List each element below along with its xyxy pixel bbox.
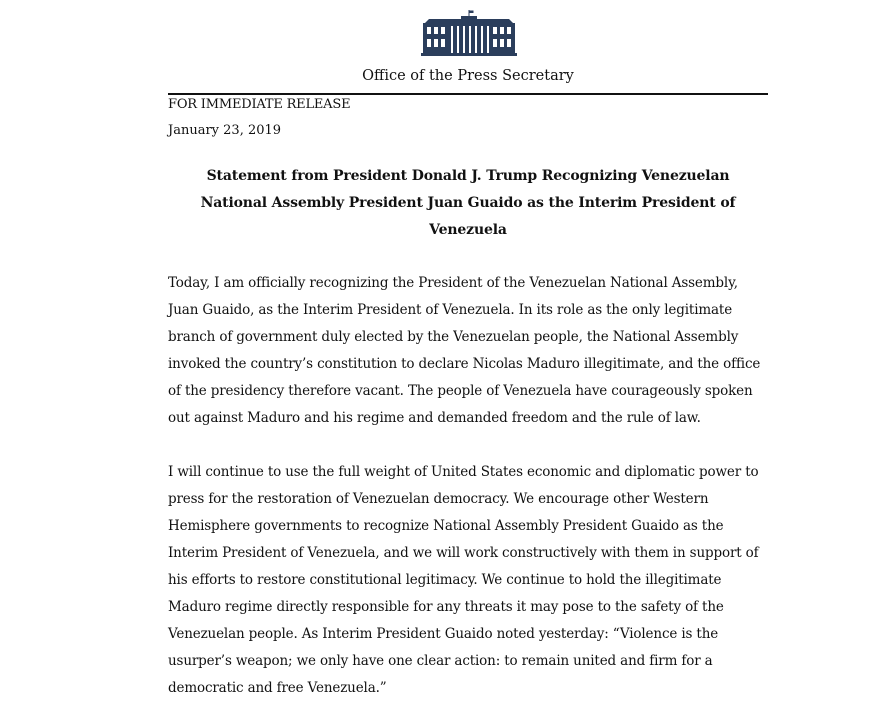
paragraph-line: his efforts to restore constitutional legitimacy. We continue to hold the illegitimate: [168, 572, 722, 588]
paragraph-line: invoked the country’s constitution to declare Nicolas Maduro illegitimate, and the office: [168, 356, 761, 372]
paragraph-line: of the presidency therefore vacant. The people of Venezuela have courageously spoken: [168, 383, 753, 399]
paragraph-line: Juan Guaido, as the Interim President of Venezuela. In its role as the only legitimate: [168, 302, 733, 318]
paragraph-line: out against Maduro and his regime and demanded freedom and the rule of law.: [168, 410, 701, 426]
title-line: Statement from President Donald J. Trump Recognizing Venezuelan: [206, 168, 730, 184]
paragraph-line: usurper’s weapon; we only have one clear action: to remain united and firm for a: [168, 653, 713, 669]
release-label: FOR IMMEDIATE RELEASE: [168, 97, 351, 112]
header-divider: [168, 93, 768, 95]
paragraph-line: Maduro regime directly responsible for any threats it may pose to the safety of the: [168, 599, 724, 615]
paragraph-line: Today, I am officially recognizing the President of the Venezuelan National Assembly,: [168, 275, 738, 291]
paragraph-line: democratic and free Venezuela.”: [168, 680, 387, 696]
statement-paragraph-2: [168, 459, 778, 702]
title-line: National Assembly President Juan Guaido as the Interim President of: [200, 195, 736, 211]
release-date: January 23, 2019: [168, 123, 282, 138]
paragraph-line: branch of government duly elected by the Venezuelan people, the National Assembly: [168, 329, 739, 345]
paragraph-line: Interim President of Venezuela, and we will work constructively with them in support of: [168, 545, 759, 561]
paragraph-line: Venezuelan people. As Interim President Guaido noted yesterday: “Violence is the: [168, 626, 719, 642]
statement-title: [168, 163, 768, 244]
white-house-icon: [421, 10, 517, 56]
paragraph-line: press for the restoration of Venezuelan democracy. We encourage other Western: [168, 491, 709, 507]
statement-paragraph-1: [168, 270, 778, 432]
office-title: Office of the Press Secretary: [362, 68, 574, 84]
paragraph-line: Hemisphere governments to recognize National Assembly President Guaido as the: [168, 518, 724, 534]
paragraph-line: I will continue to use the full weight of United States economic and diplomatic power to: [168, 464, 759, 480]
title-line: Venezuela: [429, 222, 507, 238]
